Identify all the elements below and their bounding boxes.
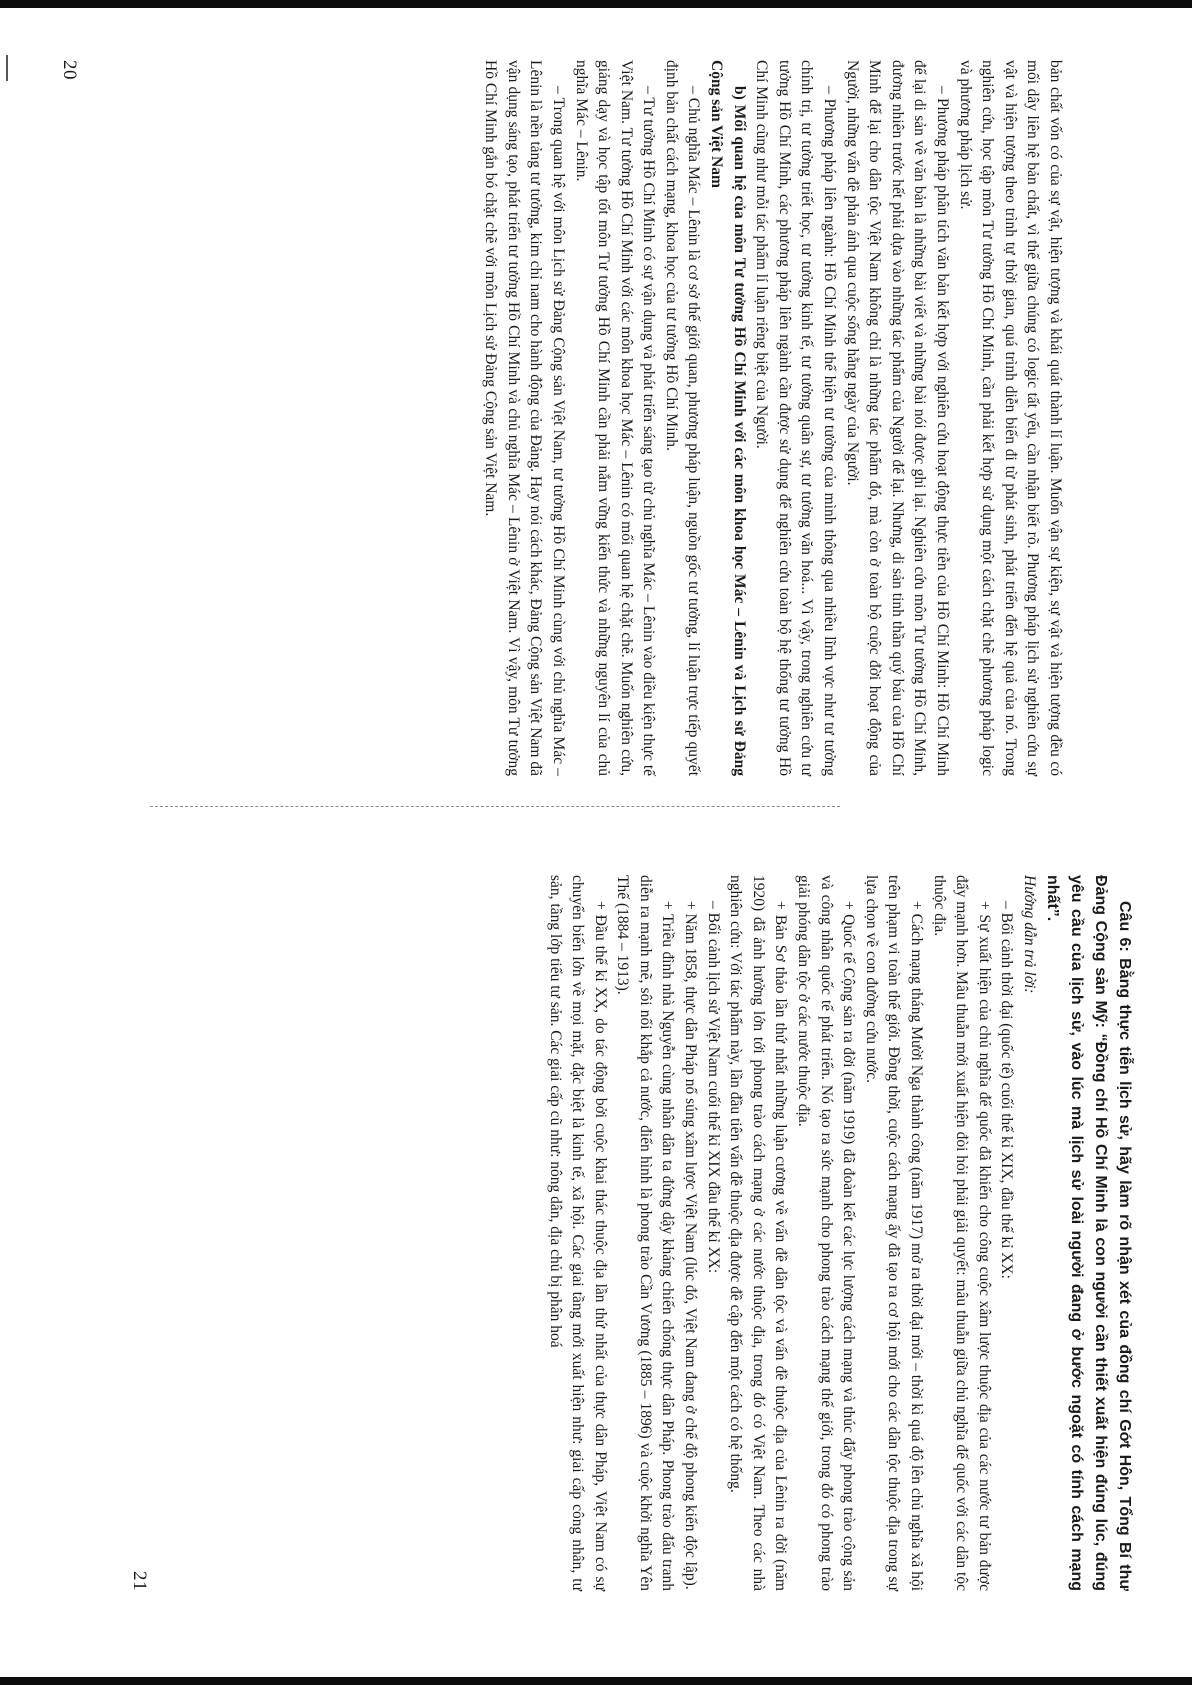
- paragraph: bản chất vốn có của sự vật, hiện tượng và khái quát thành lí luận. Muốn vận sự kiện, sự vật và hiện tượng đều có mối dây liên hệ bản chất, vì thế giữa chúng có logic tất yếu, cần nhận biết rõ. Phương pháp lịch sử nghiên cứu sự vật và hiện tượng theo trình tự thời gian, quá trình diễn biến đi từ phát sinh, phát triển đến hệ quả của nó. Trong nghiên cứu, học tập môn Tư tưởng Hồ Chí Minh, cần phải kết hợp sử dụng một cách chặt chẽ phương pháp logic và phương pháp lịch sử.: [956, 60, 1064, 776]
- page-fold-line: [150, 806, 840, 807]
- paragraph: + Cách mạng tháng Mười Nga thành công (năm 1917) mở ra thời đại mới – thời kì quá độ lên chủ nghĩa xã hội trên phạm vi toàn thế giới. Đồng thời, cuộc cách mạng ấy đã tạo ra cơ hội mới cho các dân tộc thuộc địa trong sự lựa chọn về con đường cứu nước.: [862, 875, 926, 1591]
- page-number: 21: [129, 1571, 150, 1591]
- paragraph: – Bối cảnh lịch sử Việt Nam cuối thế kỉ XIX đầu thế kỉ XX:: [704, 901, 722, 1274]
- answer-guide-label: Hướng dẫn trả lời:: [1021, 875, 1038, 994]
- page-21-body: [543, 875, 1136, 1591]
- scan-border-bottom: [0, 1677, 1192, 1685]
- paragraph: – Phương pháp liên ngành: Hồ Chí Minh thể hiện tư tưởng của mình thông qua nhiều lĩnh vực như tư tưởng chính trị, tư tưởng triết học, tư tưởng kinh tế, tư tưởng quân sự, tư tưởng văn hoá... Vì vậy, trong nghiên cứu tư tưởng Hồ Chí Minh, các phương pháp liên ngành cần được sử dụng để nghiên cứu toàn bộ hệ thống tư tưởng Hồ Chí Minh cũng như mỗi tác phẩm lí luận riêng biệt của Người.: [753, 60, 839, 776]
- book-page-left: [40, 20, 1100, 810]
- section-heading: b) Mối quan hệ của môn Tư tưởng Hồ Chí Minh với các môn khoa học Mác – Lênin và Lịch sử Đảng Cộng sản Việt Nam: [708, 60, 748, 776]
- paragraph: – Bối cảnh thời đại (quốc tế) cuối thế kỉ XIX, đầu thế kỉ XX:: [998, 901, 1016, 1279]
- question-heading: Câu 6: Bằng thực tiễn lịch sử, hãy làm rõ nhận xét của đồng chí Gớt Hôn, Tổng Bí thư Đảng Cộng sản Mỹ: “Đồng chí Hồ Chí Minh là con người cần thiết xuất hiện đúng lúc, đúng yêu cầu của lịch sử, vào lúc mà lịch sử loài người đang ở bước ngoặt có tính cách mạng nhất”.: [1044, 875, 1133, 1591]
- paragraph: – Trong quan hệ với môn Lịch sử Đảng Cộng sản Việt Nam, tư tưởng Hồ Chí Minh cùng với chủ nghĩa Mác – Lênin là nền tảng tư tưởng, kim chỉ nam cho hành động của Đảng. Hay nói cách khác, Đảng Cộng sản Việt Nam đã vận dụng sáng tạo, phát triển tư tưởng Hồ Chí Minh và chủ nghĩa Mác – Lênin ở Việt Nam. Vì vậy, môn Tư tưởng Hồ Chí Minh gắn bó chặt chẽ với môn Lịch sử Đảng Cộng sản Việt Nam.: [482, 60, 567, 776]
- paragraph: – Tư tưởng Hồ Chí Minh có sự vận dụng và phát triển sáng tạo từ chủ nghĩa Mác – Lênin vào điều kiện thực tế Việt Nam. Tư tưởng Hồ Chí Minh với các môn khoa học Mác – Lênin có mối quan hệ chặt chẽ. Muốn nghiên cứu, giảng dạy và học tập tốt môn Tư tưởng Hồ Chí Minh cần phải nắm vững kiến thức và những nguyên lí của chủ nghĩa Mác – Lênin.: [572, 60, 658, 776]
- paragraph: + Bản Sơ thảo lần thứ nhất những luận cương về vấn đề dân tộc và vấn đề thuộc địa của Lênin ra đời (năm 1920) đã ảnh hưởng lớn tới phong trào cách mạng ở các nước thuộc địa, trong đó có Việt Nam. Theo các nhà nghiên cứu: Với tác phẩm này, lần đầu tiên vấn đề thuộc địa được đề cập đến một cách có hệ thống.: [727, 875, 790, 1591]
- paragraph: + Triều đình nhà Nguyễn cùng nhân dân ta đứng dậy kháng chiến chống thực dân Pháp. Phong trào đấu tranh diễn ra mạnh mẽ, sôi nổi khắp cả nước, điển hình là phong trào Cần Vương (1885 – 1896) và cuộc khởi nghĩa Yên Thế (1884 – 1913).: [614, 875, 677, 1591]
- paragraph: + Quốc tế Cộng sản ra đời (năm 1919) đã đoàn kết các lực lượng cách mạng và thúc đẩy phong trào cộng sản và công nhân quốc tế phát triển. Nó tạo ra sức mạnh cho phong trào cách mạng thế giới, trong đó có phong trào giải phóng dân tộc ở các nước thuộc địa.: [795, 875, 858, 1591]
- scan-border-top: [0, 0, 1192, 8]
- paragraph: + Đầu thế kỉ XX, do tác động bởi cuộc khai thác thuộc địa lần thứ nhất của thực dân Pháp, Việt Nam có sự chuyển biến lớn về mọi mặt, đặc biệt là kinh tế, xã hội. Các giai tầng mới xuất hiện như: giai cấp công nhân, tư sản, tầng lớp tiểu tư sản. Các giai cấp cũ như: nông dân, địa chủ bị phân hoá: [546, 875, 609, 1591]
- page-20-body: [479, 60, 1066, 776]
- paragraph: – Chủ nghĩa Mác – Lênin là cơ sở thế giới quan, phương pháp luận, nguồn gốc tư tưởng, lí luận trực tiếp quyết định bản chất cách mạng, khoa học của tư tưởng Hồ Chí Minh.: [662, 60, 703, 776]
- scan-edge-mark: [6, 55, 8, 81]
- paragraph: – Phương pháp phân tích văn bản kết hợp với nghiên cứu hoạt động thực tiễn của Hồ Chí Minh: Hồ Chí Minh để lại di sản về văn bản là những bài viết và những bài nói được ghi lại. Nghiên cứu môn Tư tưởng Hồ Chí Minh, đương nhiên trước hết phải dựa vào những tác phẩm của Người để lại. Nhưng, di sản tinh thần quý báu của Hồ Chí Minh để lại cho dân tộc Việt Nam không chỉ là những tác phẩm đó, mà còn ở toàn bộ cuộc đời hoạt động của Người, những vấn đề phản ánh qua cuộc sống hằng ngày của Người.: [843, 60, 952, 776]
- paragraph: + Sự xuất hiện của chủ nghĩa đế quốc đã khiến cho công cuộc xâm lược thuộc địa của các nước tư bản được đẩy mạnh hơn. Mâu thuẫn mới xuất hiện đòi hỏi phải giải quyết: mâu thuẫn giữa chủ nghĩa đế quốc với các dân tộc thuộc địa.: [930, 875, 993, 1591]
- page-number: 20: [59, 60, 80, 80]
- book-page-right: [110, 835, 1170, 1625]
- paragraph: + Năm 1858, thực dân Pháp nổ súng xâm lược Việt Nam (lúc đó, Việt Nam đang ở chế độ phong kiến độc lập).: [682, 901, 700, 1590]
